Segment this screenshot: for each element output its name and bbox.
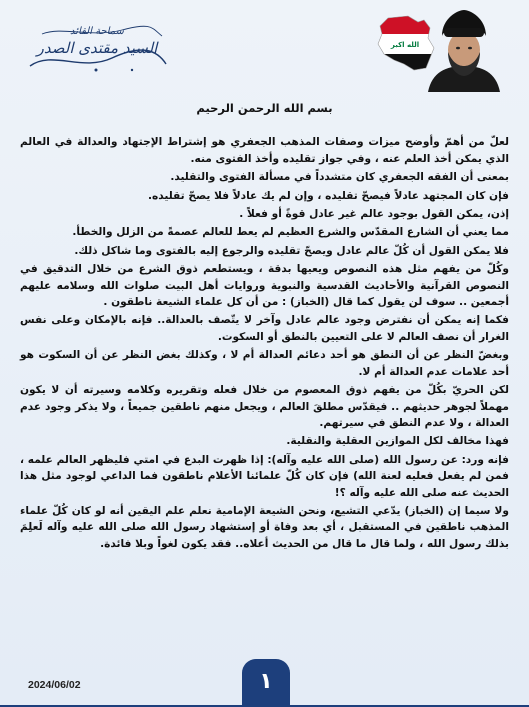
paragraph: بمعنى أن الفقه الجعفري كان متشدداً في مسألة الفتوى والتقليد. bbox=[170, 171, 509, 184]
flag-text: الله اكبر bbox=[390, 41, 420, 49]
basmala-heading: بسم الله الرحمن الرحيم bbox=[196, 101, 333, 115]
header bbox=[0, 0, 529, 92]
paragraph: لعلّ من أهمّ وأوضح ميزات وصفات المذهب الجعفري هو إشتراط الإجتهاد والعدالة في العالم الذي يمكن أخذ العلم عنه ، وفي جواز تقليده وأخذ الفتوى منه. bbox=[20, 136, 509, 165]
paragraph: فإنه ورد: عن رسول الله (صلى الله عليه وآله): إذا ظهرت البدع في امتي فليظهر العالم علمه ، فمن لم يفعل فعليه لعنة الله) فإن كان كُلّ علمائنا الأعلام ناطقون فما الداعي لوجود مثل هذا الحديث عنه صلى الله عليه وآله ؟! bbox=[20, 453, 509, 499]
paragraph: وبغضّ النظر عن أن النطق هو أحد دعائم العدالة أم لا ، وكذلك بغض النظر عن أن السكوت هو أحد علامات عدم العدالة أم لا. bbox=[20, 349, 509, 378]
statement-date: 2024/06/02 bbox=[28, 679, 81, 691]
leader-signature-logo bbox=[22, 20, 172, 76]
paragraph: إذن، يمكن القول بوجود عالم غير عادل قوةً أو فعلاً . bbox=[239, 208, 509, 221]
statement-body bbox=[20, 100, 509, 640]
signature-name: السيد مقتدى الصدر bbox=[36, 39, 158, 57]
paragraph: فإن كان المجتهد عادلاً فيصحّ تقليده ، وإن لم يك عادلاً فلا يصحّ تقليده. bbox=[148, 189, 509, 202]
paragraph: لكن الحريّ بكُلّ من يفهم ذوق المعصوم من خلال فعله وتقريره وكلامه وسيرته أن لا يكون مهملاً لجوهر حديثهم .. فيقدّس مطلقَ العالم ، ويجعل منهم ناطقين جميعاً ، ولا يذكر وجود عدم العدالة ، ولا عدم النطق في سيرتهم. bbox=[20, 384, 509, 429]
calligraphy-flourish-icon bbox=[22, 20, 172, 76]
paragraph: فكما إنه يمكن أن نفترض وجود عالم عادل وآخر لا يتّصف بالعدالة.. فإنه بالإمكان وعلى نفس الغرار أن نصف العالم لا على التعيين بالنطق أو السكوت. bbox=[20, 314, 509, 343]
paragraph: مما يعني أن الشارع المقدّس والشرع العظيم لم يعط للعالم عصمةً من الزلل والخطأ. bbox=[72, 226, 509, 239]
paragraph: ولا سيما إن (الخباز) يدّعي التشيع، ونحن الشيعة الإمامية نعلم علم اليقين أنه لو كان كُلّ علماء المذهب ناطقين في المستقبل ، أي بعد وفاة أو إستشهاد رسول الله صلى الله عليه وآله لَعلِمَ بذلك رسول الله ، ولما قال ما قال من الحديث أعلاه.. فقد يكون لغواً وبلا فائدة. bbox=[20, 504, 509, 550]
page-number-badge: ١ bbox=[242, 659, 290, 707]
paragraph: فهذا مخالف لكل الموازين العقلية والنقلية. bbox=[286, 435, 509, 448]
signature-title: سماحة القائد bbox=[70, 26, 124, 37]
paragraph: وكُلّ من يفهم مثل هذه النصوص ويعيها بدقة ، ويستطعم ذوق الشرع من خلال التدقيق في النصوص القرآنية والأحاديث القدسية والنبوية وروايات أهل البيت صلوات الله وسلامه عليهم أجمعين .. سوف لن يقول كما قال (الخباز) : من أن كل علماء الشيعة ناطقون . bbox=[20, 263, 509, 309]
paragraph: فلا يمكن القول أن كُلّ عالم عادل ويصحّ تقليده والرجوع إليه بالفتوى وما شاكل ذلك. bbox=[74, 244, 509, 257]
cleric-portrait bbox=[418, 6, 510, 92]
